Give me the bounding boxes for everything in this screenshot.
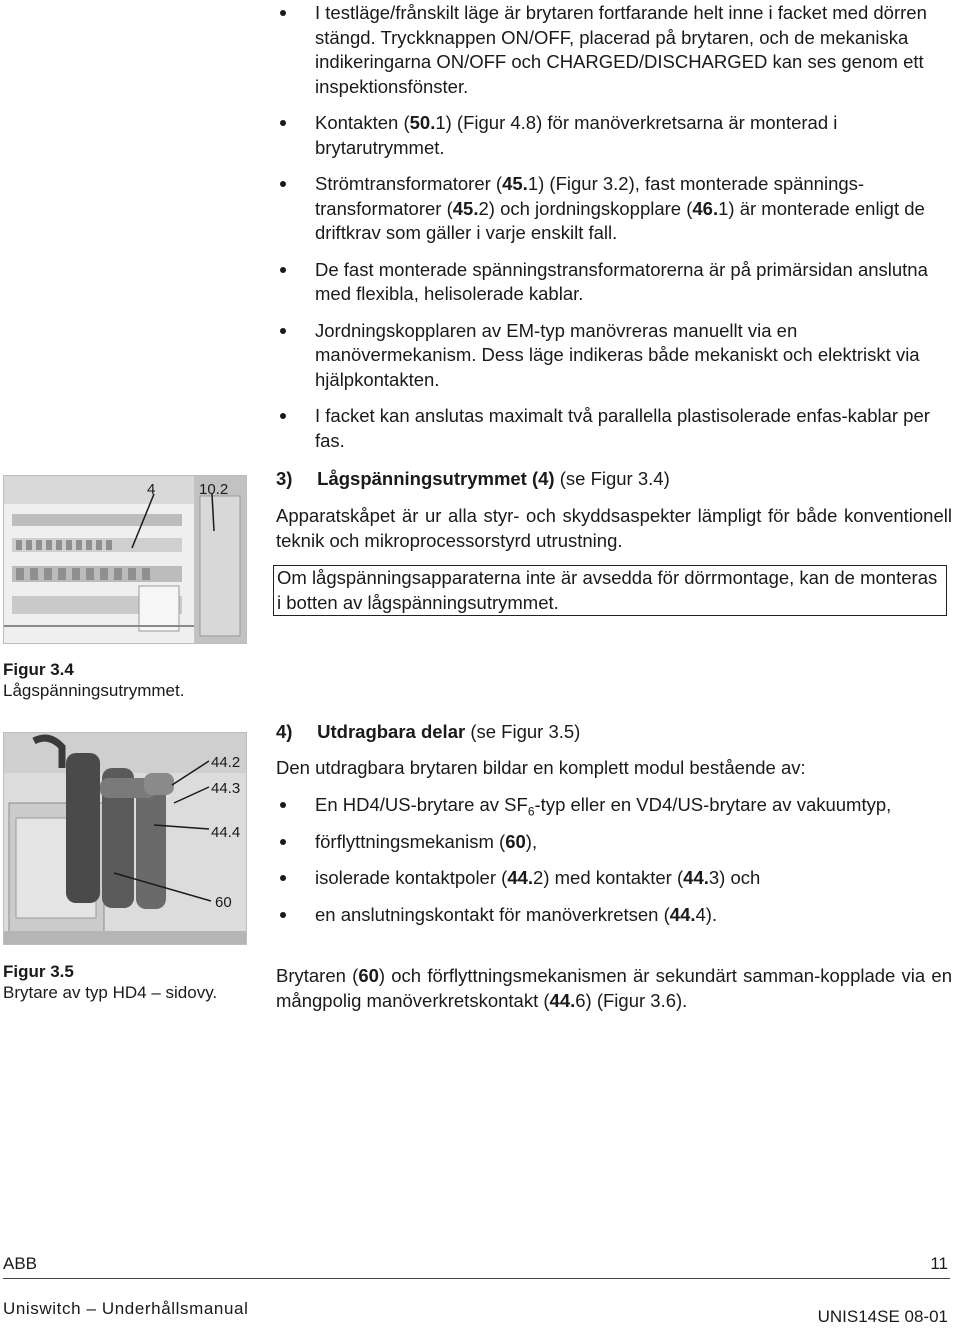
callout-10-2: 10.2 xyxy=(199,481,229,498)
text-run: 1) är monterade enligt de driftkrav som gäller i varje enskilt fall. xyxy=(315,197,925,243)
section-3-paragraph: Apparatskåpet är ur alla styr- och skyddsaspekter lämpligt för både konventionell teknik och mikroprocessorstyrd utrustning. xyxy=(276,505,952,551)
breaker-side-view-image xyxy=(4,733,246,944)
text-run: Strömtransformatorer ( xyxy=(315,173,503,194)
text-run: I testläge/frånskilt läge är brytaren fortfarande helt inne i facket med dörren stängd. Tryckknappen ON/OFF, placerad på brytaren, och de mekaniska indikeringarna ON/OFF och CHARGED/DISCHARGED kan ses genom ett inspektionsfönster. xyxy=(315,2,927,97)
footer-manual-title: Uniswitch – Underhållsmanual xyxy=(3,1299,249,1318)
bullet-item xyxy=(276,111,952,160)
text-run: en anslutningskontakt för manöverkretsen ( xyxy=(315,903,670,925)
footer-doc-code: UNIS14SE 08-01 xyxy=(817,1307,948,1326)
bold-ref: 45. xyxy=(452,197,479,219)
figure-3-4-caption-text: Lågspänningsutrymmet. xyxy=(3,681,185,700)
callout-60: 60 xyxy=(215,894,232,911)
text-run: -typ eller en VD4/US-brytare av vakuumtyp, xyxy=(534,794,892,815)
text-run: 1) (Figur 4.8) för manöverkretsarna är monterad i brytarutrymmet. xyxy=(315,112,838,158)
text-run: ) och förflyttningsmekanismen är sekundärt samman-kopplade via en mångpolig manöverkretskontakt ( xyxy=(276,965,953,1011)
footer-page-number: 11 xyxy=(930,1254,948,1273)
text-run: 1) (Figur 3.2), fast monterade spännings-transformatorer ( xyxy=(315,173,865,219)
module-part-item xyxy=(276,793,952,818)
bold-ref: 50. xyxy=(409,112,436,133)
bold-ref: 60 xyxy=(505,830,526,852)
text-run: I facket kan anslutas maximalt två parallella plastisolerade enfas-kablar per fas. xyxy=(315,405,930,451)
section-4-bullet-list xyxy=(276,793,952,939)
subscript: 6 xyxy=(527,804,535,819)
text-run: De fast monterade spänningstransformatorerna är på primärsidan anslutna med flexibla, helisolerade kablar. xyxy=(315,258,928,304)
section-4-heading xyxy=(276,720,952,745)
bullet-item xyxy=(276,258,952,307)
text-run: 6) (Figur 3.6). xyxy=(575,989,688,1011)
footer-divider xyxy=(3,1278,950,1279)
section-3-ref: (se Figur 3.4) xyxy=(559,468,670,489)
section-4-title: Utdragbara delar xyxy=(317,721,466,742)
callout-44-4: 44.4 xyxy=(211,824,241,841)
section-4-intro: Den utdragbara brytaren bildar en komplett modul bestående av: xyxy=(276,757,806,778)
bold-ref: 44. xyxy=(549,989,576,1011)
figure-3-5-caption xyxy=(3,961,263,1003)
text-run: Jordningskopplaren av EM-typ manövreras manuellt via en manövermekanism. Dess läge indikeras både mekaniskt och elektriskt via hjälpkontakten. xyxy=(315,319,920,390)
section-3-number: 3) xyxy=(276,468,293,489)
section-3-title: Lågspänningsutrymmet (4) xyxy=(317,468,555,489)
bold-ref: 44. xyxy=(669,903,696,925)
figure-3-5-photo xyxy=(3,732,247,945)
callout-4: 4 xyxy=(147,481,156,498)
bullet-item xyxy=(276,404,952,453)
section-4-ref: (se Figur 3.5) xyxy=(470,721,581,742)
figure-3-4-caption-title: Figur 3.4 xyxy=(3,660,74,679)
figure-3-4-caption xyxy=(3,659,253,701)
text-run: Brytaren ( xyxy=(276,965,359,986)
bullet-item xyxy=(276,1,952,99)
figure-3-4-photo xyxy=(3,475,247,644)
text-run: 2) och jordningskopplare ( xyxy=(478,197,693,219)
callout-44-2: 44.2 xyxy=(211,754,241,771)
figure-3-5-caption-text: Brytare av typ HD4 – sidovy. xyxy=(3,983,218,1002)
bullet-item xyxy=(276,172,952,246)
text-run: 3) och xyxy=(708,867,761,888)
section-4-number: 4) xyxy=(276,721,293,742)
text-run: 2) med kontakter ( xyxy=(533,867,684,888)
text-run: förflyttningsmekanism ( xyxy=(315,830,506,852)
bold-ref: 60 xyxy=(358,965,379,986)
bold-ref: 46. xyxy=(692,197,719,219)
callout-44-3: 44.3 xyxy=(211,780,241,797)
bullet-item xyxy=(276,319,952,393)
module-part-item xyxy=(276,866,952,891)
top-bullet-list xyxy=(276,1,952,465)
figure-3-5-caption-title: Figur 3.5 xyxy=(3,962,74,981)
section-3-boxed-note: Om lågspänningsapparaterna inte är avsedda för dörrmontage, kan de monteras i botten av lågspänningsutrymmet. xyxy=(273,565,947,616)
section-4-closing xyxy=(276,964,952,1013)
text-run: isolerade kontaktpoler ( xyxy=(315,867,508,888)
section-3-heading xyxy=(276,467,952,492)
bold-ref: 44. xyxy=(507,867,534,888)
bold-ref: 45. xyxy=(502,173,528,194)
text-run: ), xyxy=(525,830,538,852)
text-run: En HD4/US-brytare av SF xyxy=(315,794,528,815)
text-run: 4). xyxy=(695,903,718,925)
footer-company: ABB xyxy=(3,1254,38,1273)
text-run: Kontakten ( xyxy=(315,112,410,133)
module-part-item xyxy=(276,903,952,928)
module-part-item xyxy=(276,830,952,855)
bold-ref: 44. xyxy=(683,867,709,888)
